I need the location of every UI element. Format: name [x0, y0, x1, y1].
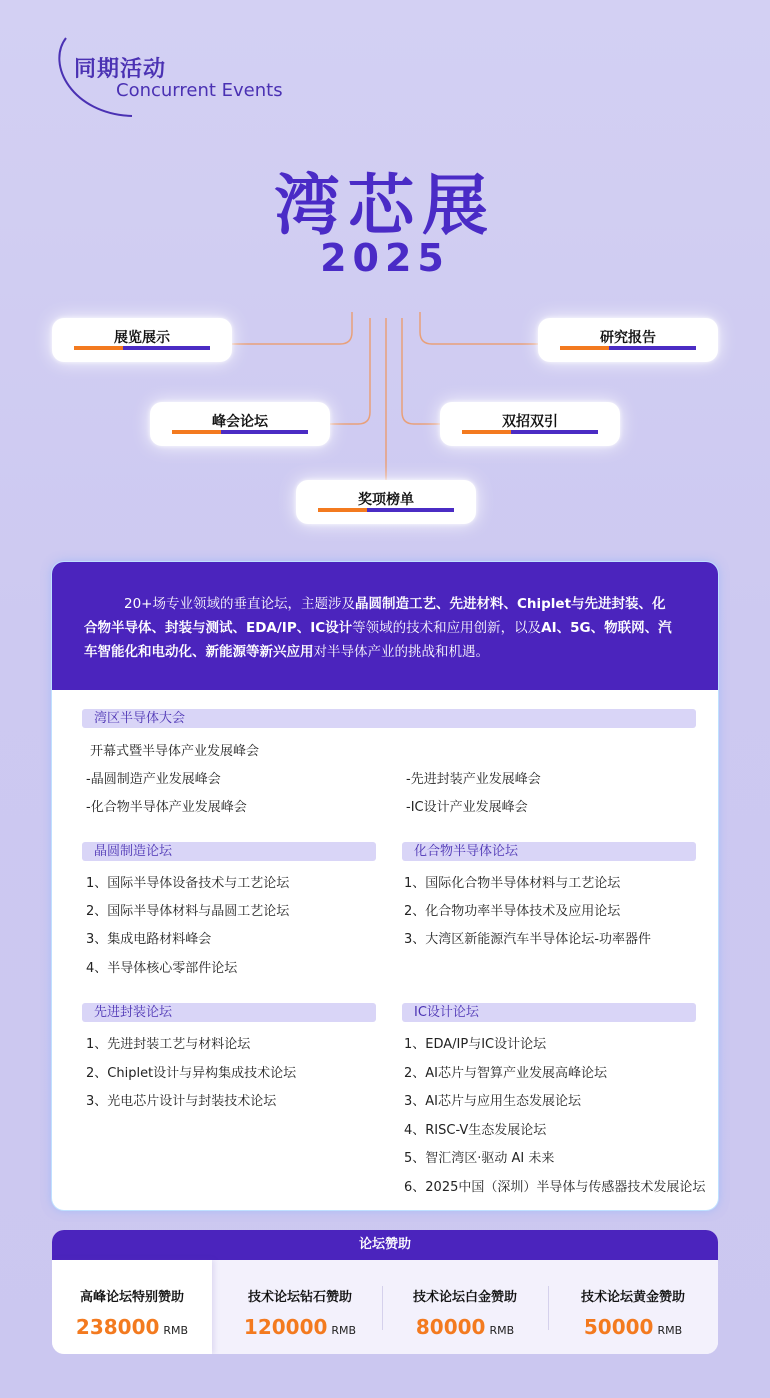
list-item: 2、AI芯片与智算产业发展高峰论坛	[404, 1066, 607, 1081]
list-item: 3、光电芯片设计与封装技术论坛	[86, 1094, 277, 1109]
compound-forum-header: 化合物半导体论坛	[402, 842, 696, 861]
list-item: 2、化合物功率半导体技术及应用论坛	[404, 904, 621, 919]
sponsor-tier: 技术论坛黄金赞助 50000 RMB	[580, 1290, 685, 1339]
list-item: 1、国际半导体设备技术与工艺论坛	[86, 876, 290, 891]
wafer-forum-header: 晶圆制造论坛	[82, 842, 376, 861]
expo-year: 2025	[320, 236, 450, 280]
expo-title: 湾芯展	[274, 167, 496, 244]
tag-summit: 峰会论坛	[150, 402, 330, 446]
bay-opening: 开幕式暨半导体产业发展峰会	[90, 744, 260, 759]
list-item: 3、集成电路材料峰会	[86, 932, 212, 947]
tag-exhibition: 展览展示	[52, 318, 232, 362]
list-item: 5、智汇湾区·驱动 AI 未来	[404, 1151, 555, 1166]
list-item: 4、半导体核心零部件论坛	[86, 961, 238, 976]
icdesign-forum-header: IC设计论坛	[402, 1003, 696, 1022]
sponsorship-title: 论坛赞助	[52, 1230, 718, 1260]
list-item: 1、国际化合物半导体材料与工艺论坛	[404, 876, 621, 891]
list-item: 4、RISC-V生态发展论坛	[404, 1123, 547, 1138]
packaging-forum-header: 先进封装论坛	[82, 1003, 376, 1022]
section-title-en: Concurrent Events	[116, 80, 283, 101]
list-item: 1、EDA/IP与IC设计论坛	[404, 1037, 547, 1052]
sponsor-tier: 技术论坛钻石赞助 120000 RMB	[243, 1290, 357, 1339]
sponsor-tier: 技术论坛白金赞助 80000 RMB	[412, 1290, 517, 1339]
list-item: 3、AI芯片与应用生态发展论坛	[404, 1094, 581, 1109]
bay-conference-header: 湾区半导体大会	[82, 709, 696, 728]
section-title-cn: 同期活动	[74, 57, 167, 82]
sponsor-tier: 高峰论坛特别赞助 238000 RMB	[75, 1290, 189, 1339]
list-item: -IC设计产业发展峰会	[406, 800, 528, 815]
list-item: 3、大湾区新能源汽车半导体论坛-功率器件	[404, 932, 651, 947]
list-item: 2、国际半导体材料与晶圆工艺论坛	[86, 904, 290, 919]
list-item: 6、2025中国（深圳）半导体与传感器技术发展论坛	[404, 1180, 706, 1195]
list-item: 1、先进封装工艺与材料论坛	[86, 1037, 251, 1052]
tag-recruit: 双招双引	[440, 402, 620, 446]
sponsorship-panel	[52, 1230, 718, 1354]
tag-awards: 奖项榜单	[296, 480, 476, 524]
tag-report: 研究报告	[538, 318, 718, 362]
list-item: -先进封装产业发展峰会	[406, 772, 541, 787]
list-item: -晶圆制造产业发展峰会	[86, 772, 221, 787]
forum-card	[52, 562, 718, 1210]
list-item: -化合物半导体产业发展峰会	[86, 800, 247, 815]
intro-text: 20+场专业领域的垂直论坛，主题涉及晶圆制造工艺、先进材料、Chiplet与先进封装、化合物半导体、封装与测试、EDA/IP、IC设计等领域的技术和应用创新，以及AI、5G、物联网、汽车智能化和电动化、新能源等新兴应用对半导体产业的挑战和机遇。	[52, 562, 718, 690]
list-item: 2、Chiplet设计与异构集成技术论坛	[86, 1066, 297, 1081]
